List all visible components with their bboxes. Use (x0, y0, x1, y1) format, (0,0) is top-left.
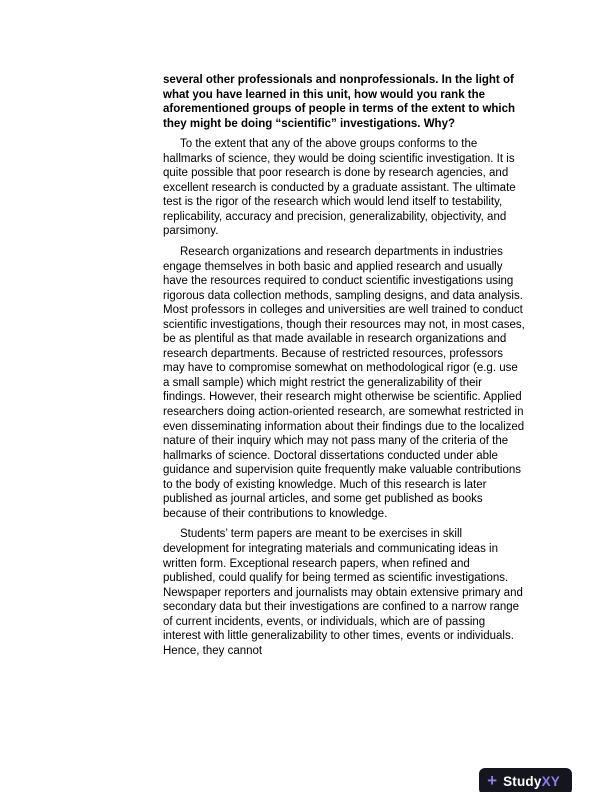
brand-study: Study (503, 774, 542, 789)
studyxy-logo (479, 768, 572, 792)
plus-icon: + (487, 771, 498, 790)
paragraph-2: Research organizations and research departments in industries engage themselves in both basic and applied research and usually have the resources required to conduct scientific investigations using rigorous data collection methods, sampling designs, and data analysis. Most professors in colleges and universities are well trained to conduct scientific investigations, though their resources may not, in most cases, be as plentiful as that made available in research organizations and research departments. Because of restricted resources, professors may have to compromise somewhat on methodological rigor (e.g. use a small sample) which might restrict the generalizability of their findings. However, their research might otherwise be scientific. Applied researchers doing action-oriented research, are somewhat restricted in even disseminating information about their findings due to the localized nature of their inquiry which may not pass many of the criteria of the hallmarks of science. Doctoral dissertations conducted under able guidance and supervision quite frequently make valuable contributions to the body of existing knowledge. Much of this research is later published as journal articles, and some get published as books because of their contributions to knowledge. (163, 246, 525, 520)
brand-xy: XY (541, 774, 560, 789)
brand-text (503, 774, 560, 789)
paragraph-3: Students’ term papers are meant to be exercises in skill development for integrating materials and communicating ideas in written form. Exceptional research papers, when refined and published, could qualify for being termed as scientific investigations. Newspaper reporters and journalists may obtain extensive primary and secondary data but their investigations are confined to a narrow range of current incidents, events, or individuals, which are of passing interest with little generalizability to other times, events or individuals. Hence, they cannot (163, 528, 523, 657)
paragraph-1: To the extent that any of the above groups conforms to the hallmarks of science, they would be doing scientific investigation. It is quite possible that poor research is done by research agencies, and excellent research is conducted by a graduate assistant. The ultimate test is the rigor of the research which would lend itself to testability, replicability, accuracy and precision, generalizability, objectivity, and parsimony. (163, 138, 516, 238)
question-text: several other professionals and nonprofessionals. In the light of what you have learned in this unit, how would you rank the aforementioned groups of people in terms of the extent to which they might be doing “scientific” investigations. Why? (163, 74, 516, 130)
text-column (163, 73, 525, 658)
